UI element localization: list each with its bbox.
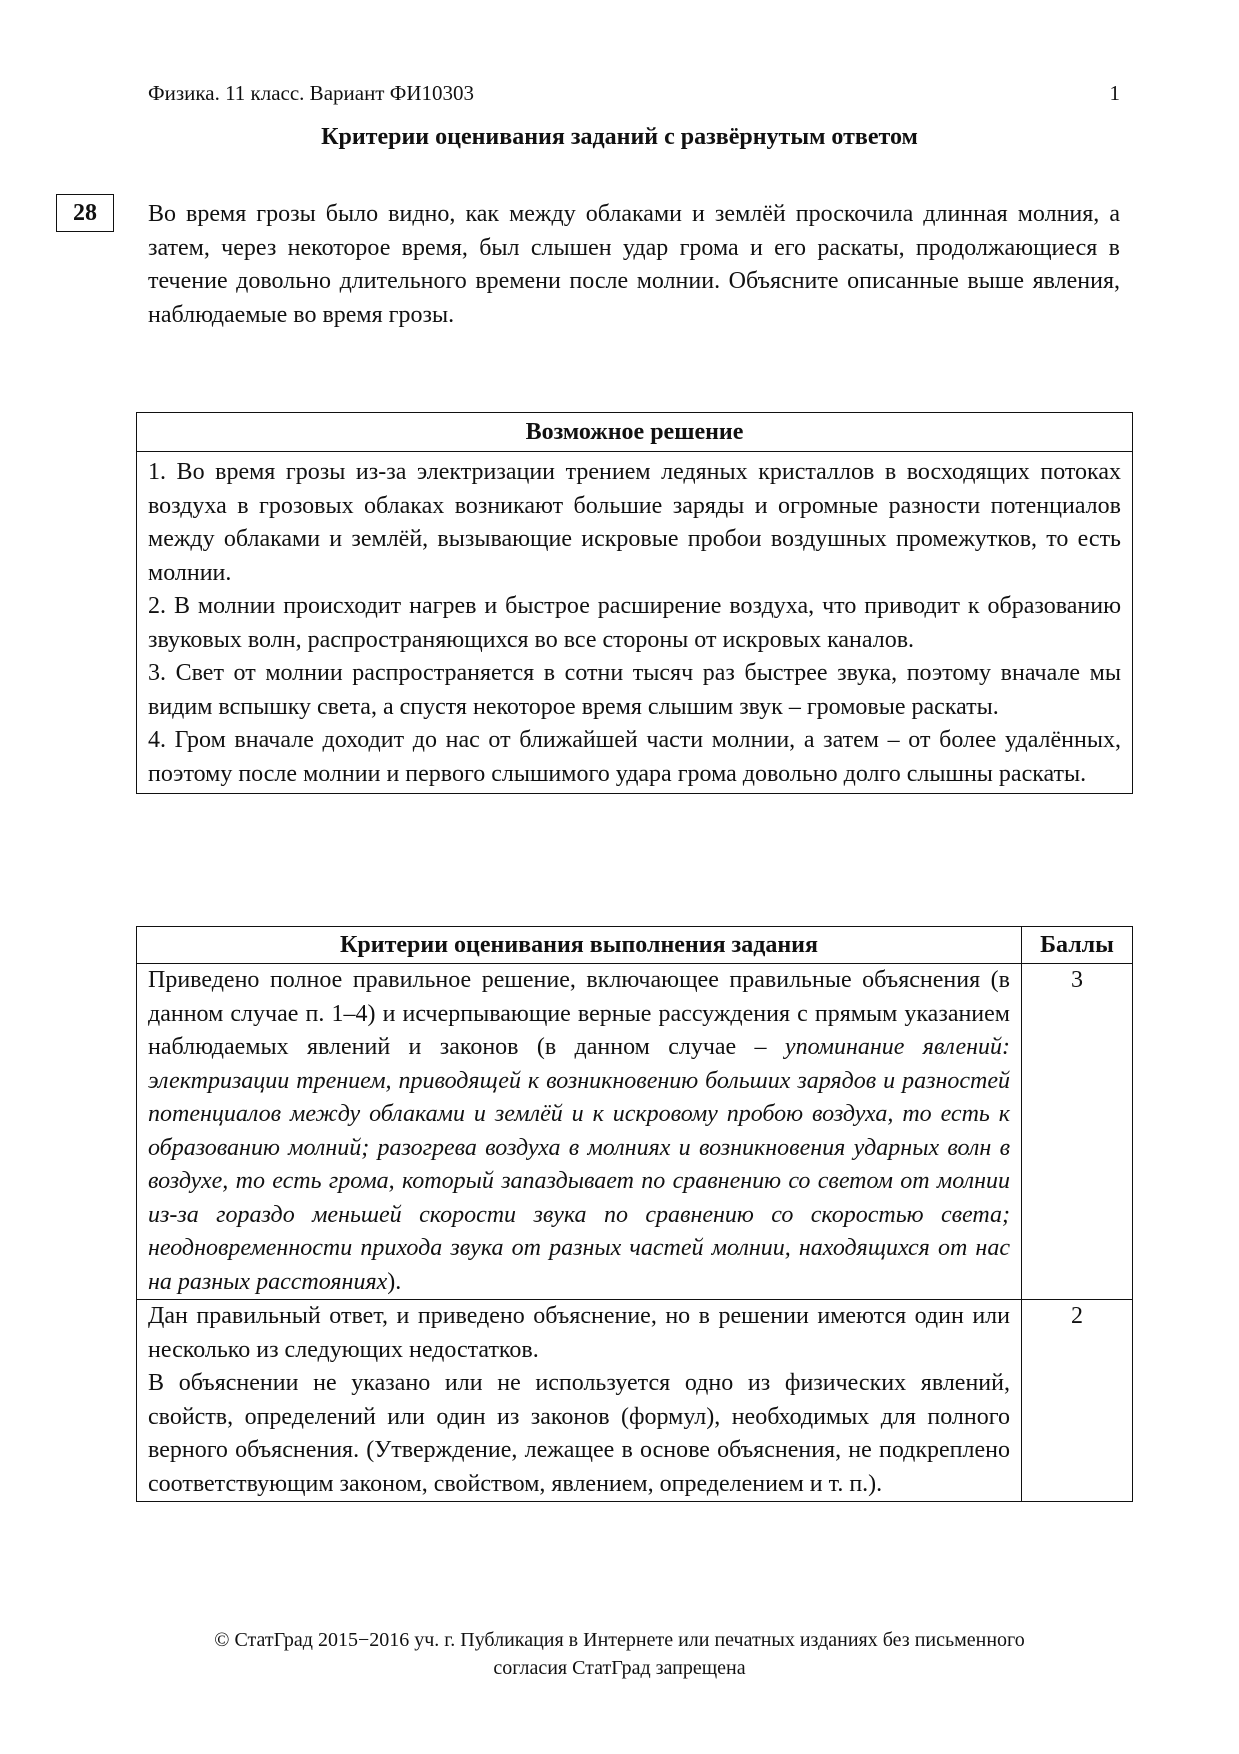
criteria-text: Дан правильный ответ, и приведено объяснение, но в решении имеются один или несколько из следующих недостатков.: [148, 1303, 1010, 1363]
criteria-text-italic: упоминание явлений: электризации трением, приводящей к возникновению больших зарядов и разностей потенциалов между облаками и землёй и к искровому пробою воздуха, то есть к образованию молний; разогрева воздуха в молниях и возникновения ударных волн в воздухе, то есть грома, который запаздывает по сравнению со светом от молнии из-за гораздо меньшей скорости звука по сравнению со скоростью света; неодновременности прихода звука от разных частей молнии, находящихся от нас на разных расстояниях: [148, 1034, 1010, 1295]
solution-heading: Возможное решение: [137, 413, 1132, 452]
criteria-text: В объяснении не указано или не используется одно из физических явлений, свойств, определений или один из законов (формул), необходимых для полного верного объяснения. (Утверждение, лежащее в основе объяснения, не подкреплено соответствующим законом, свойством, явлением, определением и т. п.).: [148, 1370, 1010, 1497]
page-header: [148, 80, 1120, 106]
criteria-row: [137, 1300, 1133, 1502]
header-subject: Физика. 11 класс. Вариант ФИ10303: [148, 81, 474, 105]
criteria-text: [148, 964, 1010, 1299]
solution-item: 2. В молнии происходит нагрев и быстрое расширение воздуха, что приводит к образованию звуковых волн, распространяющихся во все стороны от искровых каналов.: [148, 593, 1121, 653]
task-statement: Во время грозы было видно, как между облаками и землёй проскочила длинная молния, а затем, через некоторое время, был слышен удар грома и его раскаты, продолжающиеся в течение довольно длительного времени после молнии. Объясните описанные выше явления, наблюдаемые во время грозы.: [148, 201, 1120, 328]
criteria-score: 2: [1022, 1300, 1133, 1502]
criteria-text-end: ).: [387, 1268, 402, 1295]
solution-item: 3. Свет от молнии распространяется в сотни тысяч раз быстрее звука, поэтому вначале мы видим вспышку света, а спустя некоторое время слышим звук – громовые раскаты.: [148, 660, 1121, 720]
task-number-badge: 28: [56, 194, 114, 232]
page-footer: [0, 1626, 1239, 1682]
criteria-description: [137, 1300, 1022, 1502]
solution-box: [136, 412, 1133, 794]
page-number: 1: [1109, 81, 1120, 105]
page-title: Критерии оценивания заданий с развёрнутым ответом: [321, 124, 918, 150]
solution-body: [137, 452, 1132, 793]
criteria-header-row: [137, 927, 1133, 964]
solution-item: 4. Гром вначале доходит до нас от ближайшей части молнии, а затем – от более удалённых, поэтому после молнии и первого слышимого удара грома довольно долго слышны раскаты.: [148, 727, 1121, 787]
criteria-description: [137, 964, 1022, 1300]
criteria-score: 3: [1022, 964, 1133, 1300]
criteria-row: [137, 964, 1133, 1300]
criteria-text-plain: Приведено полное правильное решение, включающее правильные объяснения (в данном случае п. 1–4) и исчерпывающие верные рассуждения с прямым указанием наблюдаемых явлений и законов (в данном случае –: [148, 967, 1010, 1060]
criteria-column-header: Критерии оценивания выполнения задания: [137, 927, 1022, 964]
solution-item: 1. Во время грозы из-за электризации трением ледяных кристаллов в восходящих потоках воздуха в грозовых облаках возникают большие заряды и огромные разности потенциалов между облаками и землёй, вызывающие искровые пробои воздушных промежутков, то есть молнии.: [148, 459, 1121, 586]
copyright-line: согласия СтатГрад запрещена: [493, 1657, 746, 1679]
copyright-line: © СтатГрад 2015−2016 уч. г. Публикация в Интернете или печатных изданиях без письменного: [214, 1629, 1025, 1651]
score-column-header: Баллы: [1022, 927, 1133, 964]
criteria-table: [136, 926, 1133, 1502]
